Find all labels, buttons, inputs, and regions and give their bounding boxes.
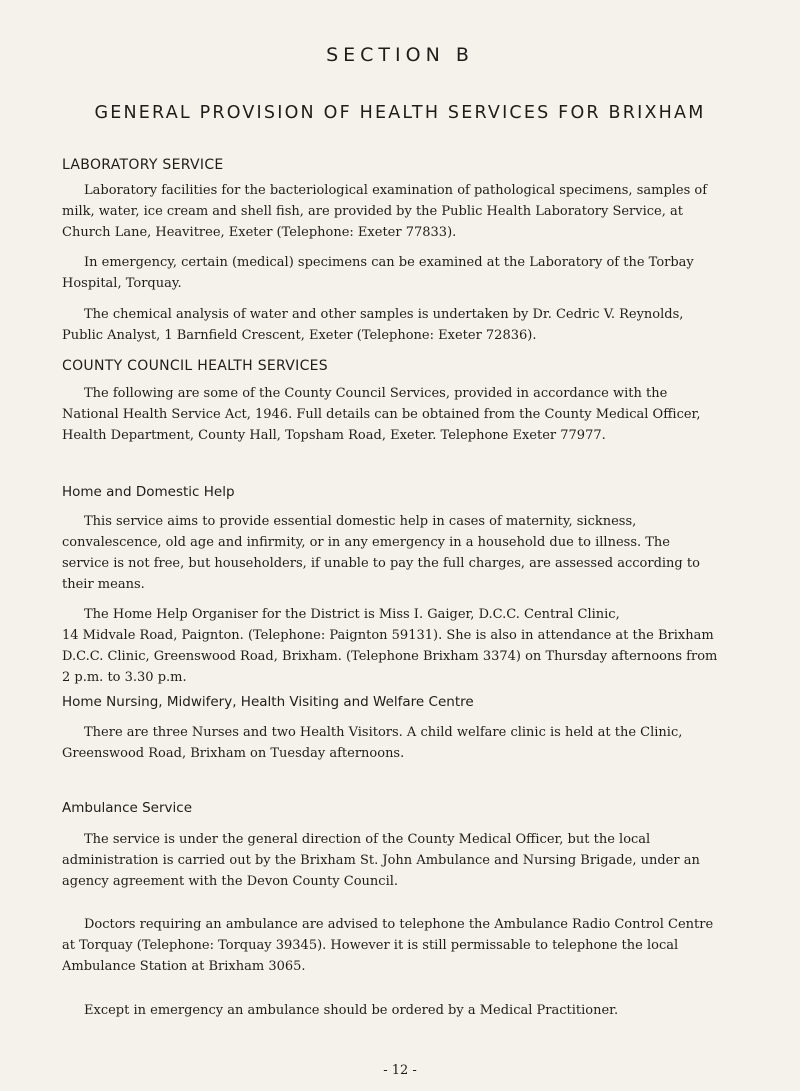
text-line: The service is under the general direction of the County Medical Officer, but the local [84, 832, 651, 847]
county-paragraph-1 [62, 383, 752, 446]
home-help-paragraph-1 [62, 511, 752, 595]
page-title: GENERAL PROVISION OF HEALTH SERVICES FOR BRIXHAM [94, 103, 706, 123]
text-line: Ambulance Station at Brixham 3065. [62, 959, 306, 974]
text-line: Greenswood Road, Brixham on Tuesday afternoons. [62, 746, 405, 761]
text-line: Public Analyst, 1 Barnfield Crescent, Exeter (Telephone: Exeter 72836). [62, 328, 537, 343]
text-line: at Torquay (Telephone: Torquay 39345). However it is still permissable to telephone the local [62, 938, 679, 953]
ambulance-paragraph-2 [62, 914, 752, 977]
text-line: their means. [62, 577, 145, 592]
laboratory-paragraph-1 [62, 180, 752, 243]
text-line: 2 p.m. to 3.30 p.m. [62, 670, 187, 685]
text-line: The chemical analysis of water and other samples is undertaken by Dr. Cedric V. Reynolds, [84, 307, 684, 322]
text-line: In emergency, certain (medical) specimens can be examined at the Laboratory of the Torbay [84, 255, 694, 270]
ambulance-paragraph-1 [62, 829, 752, 892]
section-title: SECTION B [326, 44, 474, 66]
nursing-heading: Home Nursing, Midwifery, Health Visiting and Welfare Centre [62, 694, 474, 710]
laboratory-paragraph-2 [62, 252, 752, 294]
text-line: The Home Help Organiser for the District is Miss I. Gaiger, D.C.C. Central Clinic, [84, 607, 620, 622]
text-line: National Health Service Act, 1946. Full details can be obtained from the County Medical Officer, [62, 407, 701, 422]
text-line: Hospital, Torquay. [62, 276, 182, 291]
ambulance-paragraph-3 [62, 1000, 752, 1021]
page-number: - 12 - [383, 1063, 417, 1078]
text-line: Health Department, County Hall, Topsham Road, Exeter. Telephone Exeter 77977. [62, 428, 606, 443]
home-help-heading: Home and Domestic Help [62, 484, 235, 500]
text-line: There are three Nurses and two Health Visitors. A child welfare clinic is held at the Clinic, [84, 725, 683, 740]
county-heading: COUNTY COUNCIL HEALTH SERVICES [62, 358, 328, 374]
text-line: Doctors requiring an ambulance are advised to telephone the Ambulance Radio Control Centre [84, 917, 714, 932]
text-line: convalescence, old age and infirmity, or in any emergency in a household due to illness. The [62, 535, 670, 550]
text-line: Church Lane, Heavitree, Exeter (Telephone: Exeter 77833). [62, 225, 457, 240]
text-line: D.C.C. Clinic, Greenswood Road, Brixham. (Telephone Brixham 3374) on Thursday afternoons from [62, 649, 718, 664]
nursing-paragraph-1 [62, 722, 752, 764]
laboratory-paragraph-3 [62, 304, 752, 346]
text-line: agency agreement with the Devon County Council. [62, 874, 399, 889]
laboratory-heading: LABORATORY SERVICE [62, 157, 224, 173]
text-line: This service aims to provide essential domestic help in cases of maternity, sickness, [84, 514, 637, 529]
text-line: The following are some of the County Council Services, provided in accordance with the [84, 386, 668, 401]
text-line: administration is carried out by the Brixham St. John Ambulance and Nursing Brigade, under an [62, 853, 700, 868]
home-help-paragraph-2 [62, 604, 752, 688]
text-line: Laboratory facilities for the bacteriological examination of pathological specimens, samples of [84, 183, 708, 198]
text-line: Except in emergency an ambulance should be ordered by a Medical Practitioner. [84, 1003, 619, 1018]
ambulance-heading: Ambulance Service [62, 800, 193, 816]
text-line: 14 Midvale Road, Paignton. (Telephone: Paignton 59131). She is also in attendance at the Brixham [62, 628, 714, 643]
text-line: milk, water, ice cream and shell fish, are provided by the Public Health Laboratory Service, at [62, 204, 683, 219]
text-line: service is not free, but householders, if unable to pay the full charges, are assessed according to [62, 556, 700, 571]
